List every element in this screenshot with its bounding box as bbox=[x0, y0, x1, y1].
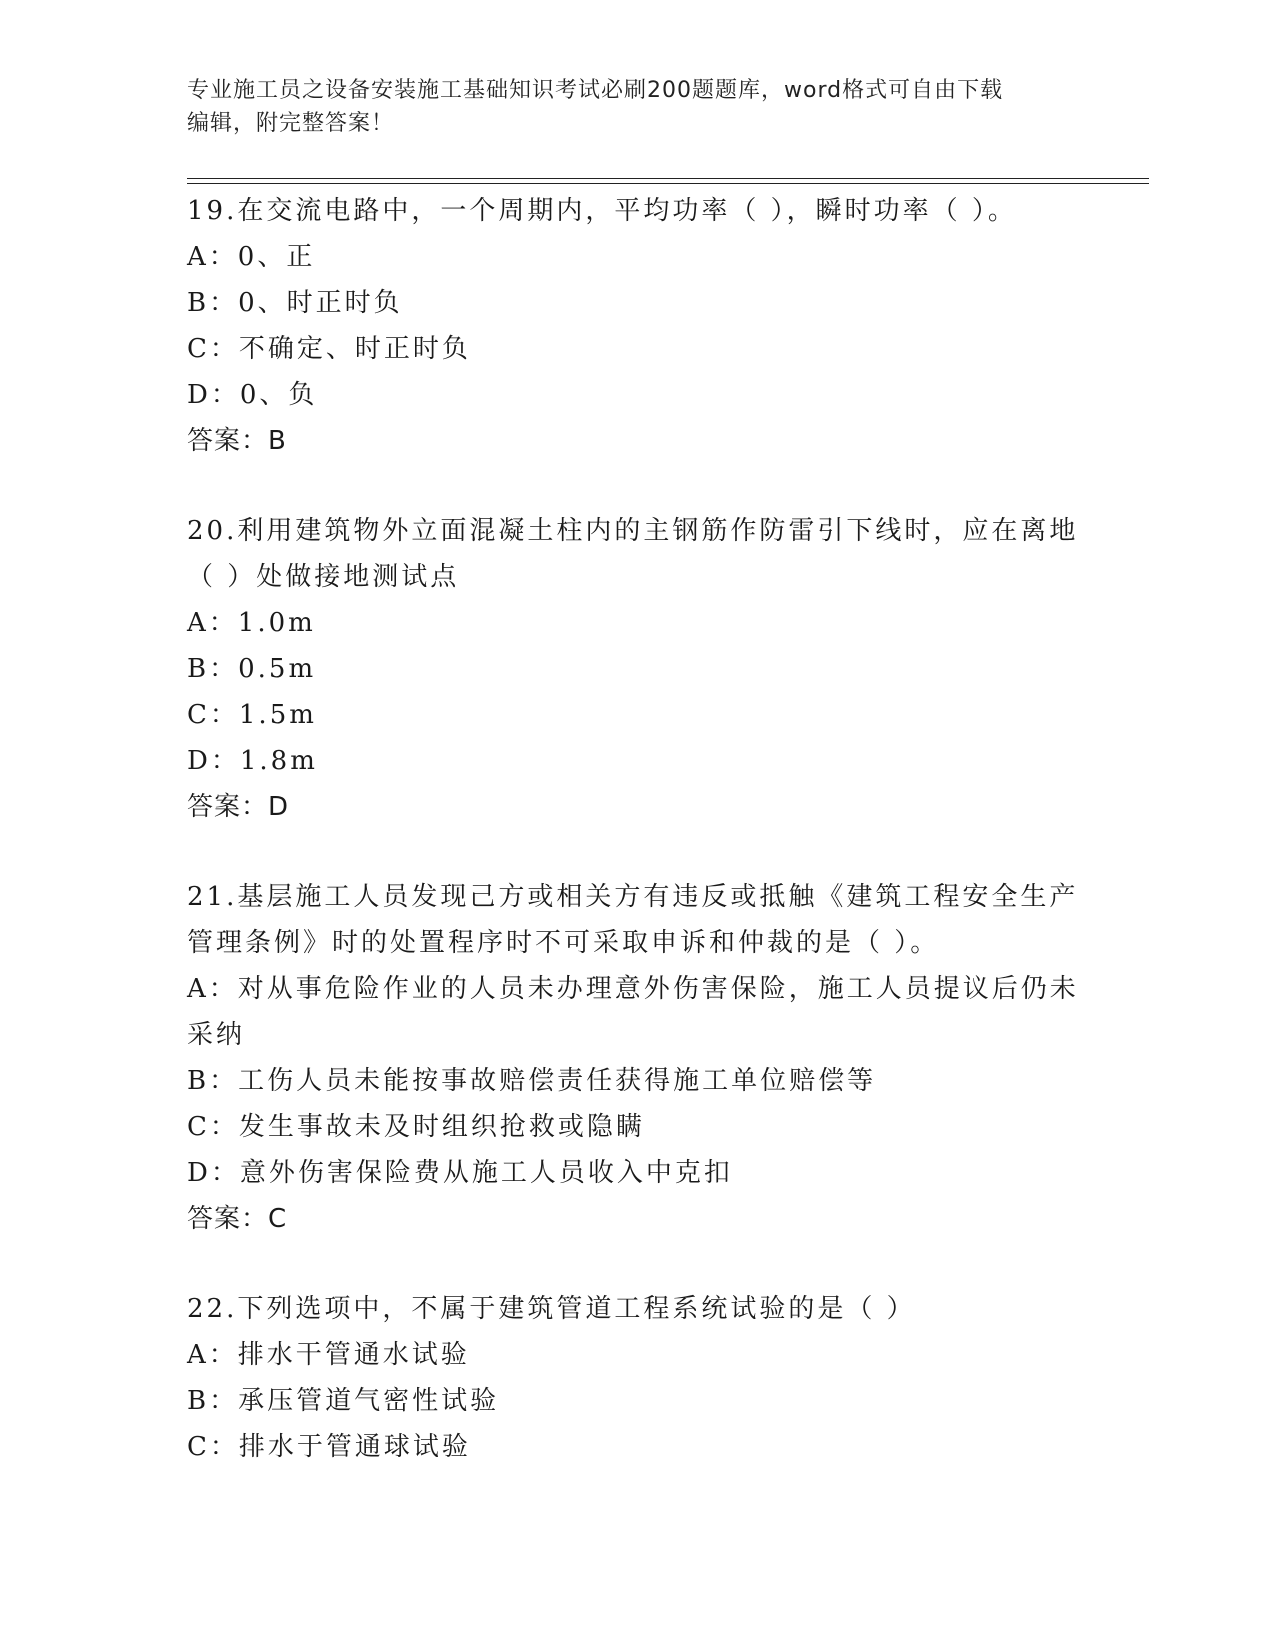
header-line-1: 专业施工员之设备安装施工基础知识考试必刷200题题库，word格式可自由下载 bbox=[187, 78, 1004, 103]
question-stem-line-1: 20.利用建筑物外立面混凝土柱内的主钢筋作防雷引下线时，应在离地 bbox=[187, 516, 1079, 546]
option-d: D：意外伤害保险费从施工人员收入中克扣 bbox=[187, 1158, 733, 1188]
spacer bbox=[187, 464, 1087, 508]
option-c: C：排水于管通球试验 bbox=[187, 1432, 471, 1462]
spacer bbox=[187, 830, 1087, 874]
question-21 bbox=[187, 874, 1087, 1242]
question-stem: 22.下列选项中，不属于建筑管道工程系统试验的是（ ） bbox=[187, 1294, 916, 1324]
question-stem-line-2: （ ）处做接地测试点 bbox=[187, 562, 460, 592]
option-b: B：0.5m bbox=[187, 654, 317, 684]
question-stem-line-1: 21.基层施工人员发现己方或相关方有违反或抵触《建筑工程安全生产 bbox=[187, 882, 1079, 912]
option-a: A：0、正 bbox=[187, 242, 316, 272]
header-line-2: 编辑，附完整答案！ bbox=[187, 111, 395, 136]
option-a-line-1: A：对从事危险作业的人员未办理意外伤害保险，施工人员提议后仍未 bbox=[187, 974, 1079, 1004]
spacer bbox=[187, 1242, 1087, 1286]
question-20 bbox=[187, 508, 1087, 830]
option-d: D：1.8m bbox=[187, 746, 318, 776]
question-22 bbox=[187, 1286, 1087, 1470]
header-divider-bottom bbox=[187, 183, 1149, 184]
option-c: C：1.5m bbox=[187, 700, 317, 730]
question-stem-line-2: 管理条例》时的处置程序时不可采取申诉和仲裁的是（ ）。 bbox=[187, 928, 940, 958]
answer-label: 答案：B bbox=[187, 426, 287, 456]
option-c: C：不确定、时正时负 bbox=[187, 334, 471, 364]
option-d: D：0、负 bbox=[187, 380, 318, 410]
option-a: A：1.0m bbox=[187, 608, 316, 638]
question-list bbox=[187, 188, 1087, 1470]
option-b: B：承压管道气密性试验 bbox=[187, 1386, 500, 1416]
option-a: A：排水干管通水试验 bbox=[187, 1340, 470, 1370]
answer-label: 答案：C bbox=[187, 1204, 288, 1234]
answer-label: 答案：D bbox=[187, 792, 290, 822]
header-divider-top bbox=[187, 178, 1149, 179]
option-b: B：工伤人员未能按事故赔偿责任获得施工单位赔偿等 bbox=[187, 1066, 877, 1096]
question-stem: 19.在交流电路中，一个周期内，平均功率（ ），瞬时功率（ ）。 bbox=[187, 196, 1017, 226]
document-header bbox=[187, 74, 1087, 140]
option-a-line-2: 采纳 bbox=[187, 1020, 246, 1050]
option-c: C：发生事故未及时组织抢救或隐瞒 bbox=[187, 1112, 645, 1142]
question-19 bbox=[187, 188, 1087, 464]
option-b: B：0、时正时负 bbox=[187, 288, 403, 318]
